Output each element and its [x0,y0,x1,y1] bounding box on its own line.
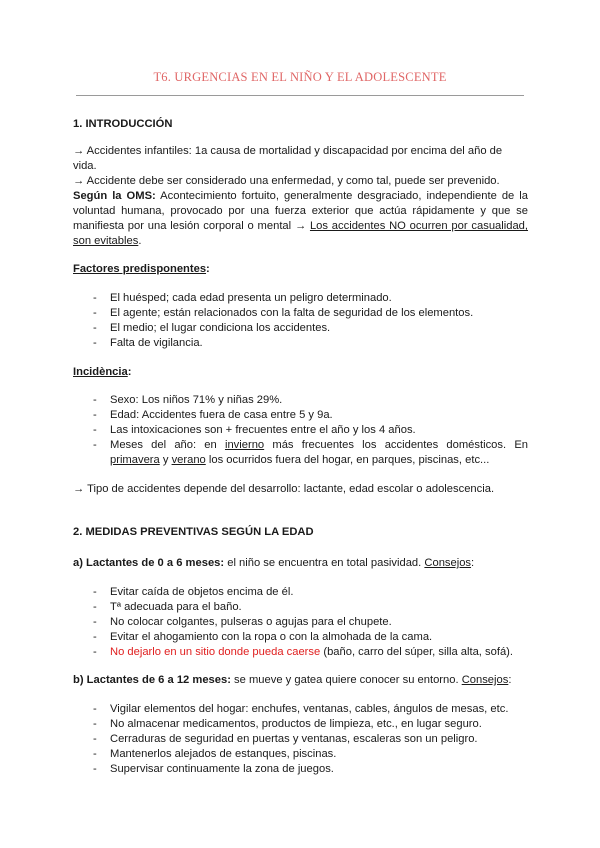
list-item [93,645,528,660]
dash-bullet: - [93,292,97,304]
factores-heading-text: Factores predisponentes [73,263,207,275]
list-item-text: El agente; están relacionados con la falta de seguridad de los elementos. [110,307,474,319]
oms-label: Según la OMS: [73,190,156,202]
dash-bullet: - [93,763,97,775]
section2-heading: 2. MEDIDAS PREVENTIVAS SEGÚN LA EDAD [73,526,314,538]
list-item [93,600,528,615]
list-item [93,762,528,777]
dash-bullet: - [93,424,97,436]
dash-bullet: - [93,307,97,319]
oms-text: Acontecimiento fortuito, generalmente desgraciado, independiente de la voluntad humana, provocado por una fuerza exterior que actúa rápidamente y que se manifiesta por una lesión corporal o mental → [73,190,528,232]
factores-list [93,291,528,351]
list-item [93,393,528,408]
list-item-text: El huésped; cada edad presenta un peligro determinado. [110,292,392,304]
dash-bullet: - [93,409,97,421]
list-item-text: Sexo: Los niños 71% y niñas 29%. [110,394,283,406]
arrow-line-2: → Accidente debe ser considerado una enfermedad, y como tal, puede ser prevenido. [73,175,500,187]
dash-bullet: - [93,748,97,760]
list-item-text: Mantenerlos alejados de estanques, piscinas. [110,748,337,760]
list-item-text: El medio; el lugar condiciona los accidentes. [110,322,331,334]
list-item-text: Tª adecuada para el baño. [110,601,242,613]
list-item [93,630,528,645]
list-item [93,585,528,600]
meses-invierno: invierno [224,439,265,451]
list-item-text: Evitar el ahogamiento con la ropa o con la almohada de la cama. [110,631,433,643]
incidencia-list [93,393,528,468]
list-item [93,732,528,747]
lactantes-0-6-label: a) Lactantes de 0 a 6 meses: [73,557,225,569]
factores-heading-colon: : [206,263,210,275]
dash-bullet: - [93,718,97,730]
oms-end: . [138,235,142,247]
lactantes-6-12-text: se mueve y gatea quiere conocer su entorno. [230,674,462,686]
lactantes-0-6-list [93,585,528,660]
dash-bullet: - [93,631,97,643]
lactantes-6-12-label: b) Lactantes de 6 a 12 meses: [73,674,231,686]
list-item [93,336,528,351]
list-item-text: Falta de vigilancia. [110,337,203,349]
dash-bullet: - [93,586,97,598]
consejos-label: Consejos [424,557,472,569]
lactantes-0-6-intro [73,556,528,571]
lactantes-6-12-intro [73,673,528,688]
meses-b: más frecuentes los accidentes domésticos. En [264,439,528,451]
factores-heading [73,262,528,277]
list-item-text: Edad: Accidentes fuera de casa entre 5 y 9a. [110,409,333,421]
meses-verano: verano [171,454,206,466]
list-item [93,408,528,423]
warning-text: No dejarlo en un sitio donde pueda caerse [110,646,321,658]
list-item [93,615,528,630]
lactantes-6-12-list [93,702,528,777]
list-item [93,717,528,732]
list-item [93,423,528,438]
incidencia-heading-colon: : [127,366,132,378]
list-item [93,321,528,336]
list-item-text: No almacenar medicamentos, productos de limpieza, etc., en lugar seguro. [110,718,482,730]
list-item-text: Las intoxicaciones son + frecuentes entre el año y los 4 años. [110,424,416,436]
dash-bullet: - [93,703,97,715]
list-item-text: Cerraduras de seguridad en puertas y ventanas, escaleras son un peligro. [110,733,478,745]
dash-bullet: - [93,733,97,745]
dash-bullet: - [93,337,97,349]
list-item-text: Vigilar elementos del hogar: enchufes, ventanas, cables, ángulos de mesas, etc. [110,703,509,715]
list-item [93,291,528,306]
list-item [93,747,528,762]
list-item [93,438,528,468]
consejos-colon: : [471,557,475,569]
intro-arrow-lines [73,144,528,189]
list-item-text: No colocar colgantes, pulseras o agujas para el chupete. [110,616,392,628]
lactantes-0-6-text: el niño se encuentra en total pasividad. [224,557,425,569]
meses-a: Meses del año: en [110,439,225,451]
list-item [93,702,528,717]
consejos-label: Consejos [461,674,509,686]
tipo-accidentes-line: → Tipo de accidentes depende del desarrollo: lactante, edad escolar o adolescencia. [73,483,495,495]
incidencia-heading [73,365,528,380]
meses-primavera: primavera [110,454,160,466]
dash-bullet: - [93,439,97,451]
dash-bullet: - [93,616,97,628]
list-item-text: Supervisar continuamente la zona de juegos. [110,763,334,775]
section1-heading: 1. INTRODUCCIÓN [73,118,173,130]
oms-underlined: Los accidentes NO ocurren por casualidad, son evitables [73,220,529,247]
list-item-text: Evitar caída de objetos encima de él. [110,586,294,598]
dash-bullet: - [93,322,97,334]
oms-paragraph [73,189,528,249]
dash-bullet: - [93,601,97,613]
consejos-colon: : [508,674,512,686]
list-item [93,306,528,321]
meses-c: y [159,454,172,466]
arrow-line-1: → Accidentes infantiles: 1a causa de mortalidad y discapacidad por encima del año de vida. [73,145,503,172]
meses-d: los ocurridos fuera del hogar, en parques, piscinas, etc... [205,454,490,466]
list-item-text: (baño, carro del súper, silla alta, sofá). [320,646,514,658]
title-divider [76,95,524,96]
page-title: T6. URGENCIAS EN EL NIÑO Y EL ADOLESCENTE [153,70,447,84]
dash-bullet: - [93,646,97,658]
dash-bullet: - [93,394,97,406]
incidencia-heading-text: Incidència [73,366,128,378]
